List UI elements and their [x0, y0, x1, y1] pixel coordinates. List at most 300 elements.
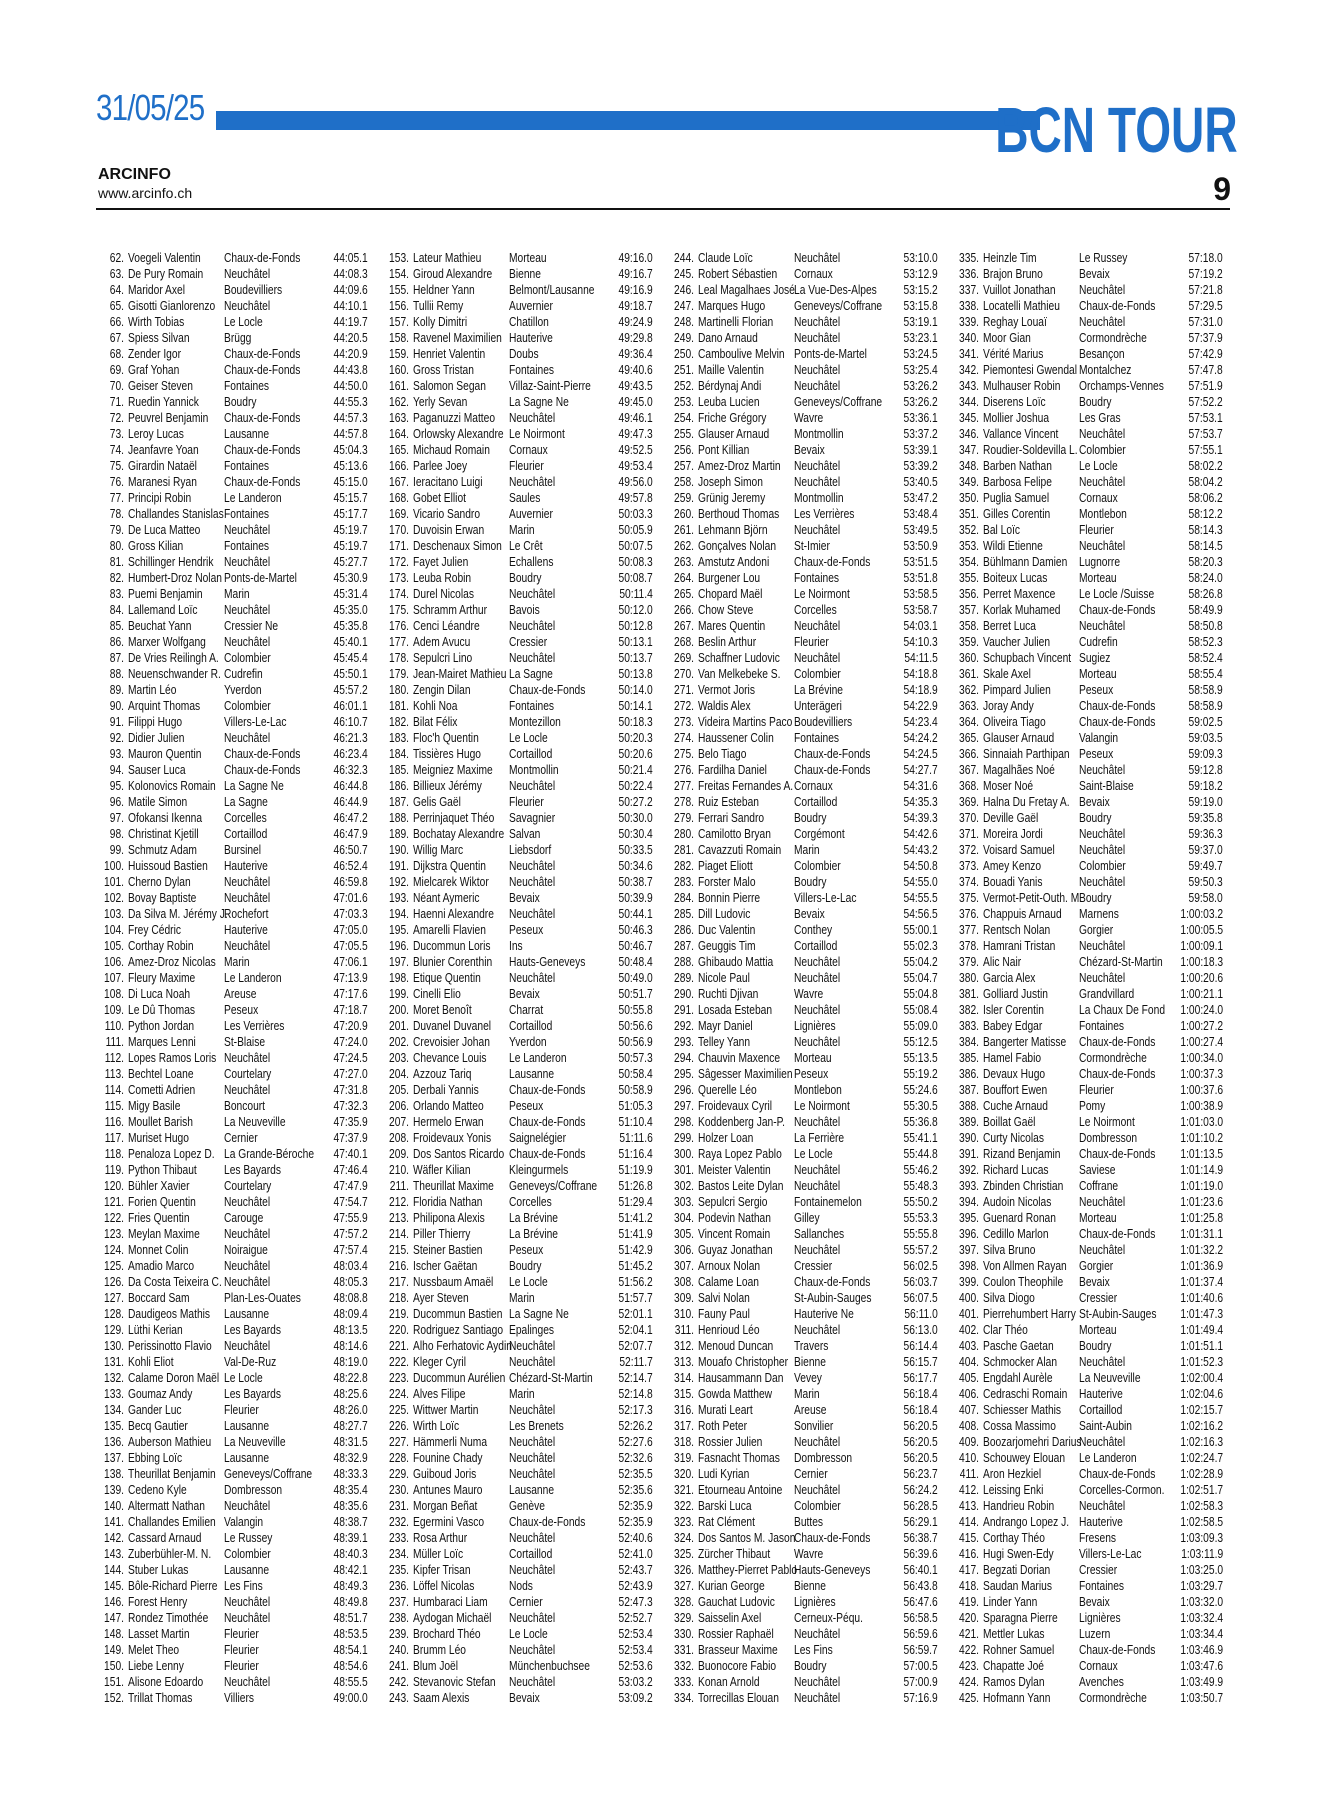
result-rank: 70. [109, 379, 124, 393]
runner-town: Cornaux [1079, 1659, 1118, 1673]
result-row [953, 1162, 1223, 1178]
result-time: 45:15.7 [333, 491, 368, 505]
result-time: 56:13.0 [903, 1323, 938, 1337]
runner-name: Henrioud Léo [698, 1323, 760, 1337]
result-rank: 338. [959, 299, 979, 313]
runner-town: Chaux-de-Fonds [509, 1147, 586, 1161]
runner-town: Buttes [794, 1515, 824, 1529]
runner-town: Fleurier [224, 1659, 259, 1673]
result-time: 55:36.8 [903, 1115, 938, 1129]
result-rank: 333. [674, 1675, 694, 1689]
runner-name: Salomon Segan [413, 379, 486, 393]
runner-town: Neuchâtel [509, 651, 556, 665]
result-time: 56:58.5 [903, 1611, 938, 1625]
result-row [98, 586, 368, 602]
result-rank: 406. [959, 1387, 979, 1401]
runner-town: Chaux-de-Fonds [1079, 299, 1156, 313]
result-time: 47:13.9 [333, 971, 368, 985]
runner-town: Travers [794, 1339, 829, 1353]
result-rank: 279. [674, 811, 694, 825]
result-row [98, 282, 368, 298]
runner-town: Boudry [509, 571, 542, 585]
result-row [98, 1034, 368, 1050]
result-row [383, 1658, 653, 1674]
result-rank: 222. [389, 1355, 409, 1369]
runner-name: Michaud Romain [413, 443, 490, 457]
result-row [98, 426, 368, 442]
result-row [953, 874, 1223, 890]
result-rank: 128. [104, 1307, 124, 1321]
result-rank: 414. [959, 1515, 979, 1529]
result-rank: 290. [674, 987, 694, 1001]
runner-town: Valangin [1079, 731, 1119, 745]
runner-name: Ischer Gaëtan [413, 1259, 478, 1273]
result-row [668, 1610, 938, 1626]
runner-town: Neuchâtel [794, 475, 841, 489]
result-row [98, 794, 368, 810]
result-row [668, 1242, 938, 1258]
runner-name: Bôle-Richard Pierre [128, 1579, 218, 1593]
result-time: 1:03:49.9 [1180, 1675, 1223, 1689]
result-row [953, 1610, 1223, 1626]
result-row [953, 762, 1223, 778]
runner-town: Geneveys/Coffrane [224, 1467, 313, 1481]
result-rank: 417. [959, 1563, 979, 1577]
result-row [383, 874, 653, 890]
result-time: 53:47.2 [903, 491, 938, 505]
result-rank: 190. [389, 843, 409, 857]
result-rank: 207. [389, 1115, 409, 1129]
result-time: 1:01:19.0 [1180, 1179, 1223, 1193]
result-row [953, 1530, 1223, 1546]
result-row [953, 282, 1223, 298]
runner-name: Sepulcri Lino [413, 651, 473, 665]
result-rank: 108. [104, 987, 124, 1001]
runner-town: Charrat [509, 1003, 544, 1017]
result-row [953, 906, 1223, 922]
result-row [98, 1322, 368, 1338]
result-rank: 208. [389, 1131, 409, 1145]
result-row [668, 250, 938, 266]
runner-name: Buonocore Fabio [698, 1659, 777, 1673]
runner-name: Lateur Mathieu [413, 251, 482, 265]
runner-town: Bevaix [794, 443, 825, 457]
result-time: 54:03.1 [903, 619, 938, 633]
result-rank: 289. [674, 971, 694, 985]
result-time: 47:32.3 [333, 1099, 368, 1113]
runner-name: Fleury Maxime [128, 971, 196, 985]
runner-town: Chézard-St-Martin [509, 1371, 593, 1385]
runner-name: Pont Killian [698, 443, 750, 457]
runner-town: Chaux-de-Fonds [1079, 715, 1156, 729]
runner-town: Le Noirmont [509, 427, 565, 441]
result-rank: 364. [959, 715, 979, 729]
result-row [953, 410, 1223, 426]
runner-name: Bastos Leite Dylan [698, 1179, 784, 1193]
result-row [953, 458, 1223, 474]
runner-town: Genève [509, 1499, 545, 1513]
runner-town: Unterägeri [794, 699, 842, 713]
runner-town: Boudry [794, 1659, 827, 1673]
result-row [98, 1258, 368, 1274]
publication-name: ARCINFO [98, 166, 171, 183]
result-row [383, 1530, 653, 1546]
result-time: 50:20.3 [618, 731, 653, 745]
runner-town: Neuchâtel [224, 635, 271, 649]
result-rank: 410. [959, 1451, 979, 1465]
result-time: 54:35.3 [903, 795, 938, 809]
runner-town: Fontaines [224, 379, 270, 393]
runner-town: Neuchâtel [794, 315, 841, 329]
result-time: 52:53.4 [618, 1627, 653, 1641]
result-time: 50:13.7 [618, 651, 653, 665]
result-rank: 197. [389, 955, 409, 969]
result-row [383, 1162, 653, 1178]
runner-name: Berret Luca [983, 619, 1036, 633]
result-rank: 185. [389, 763, 409, 777]
runner-town: Neuchâtel [1079, 1435, 1126, 1449]
result-rank: 147. [104, 1611, 124, 1625]
runner-name: Rohner Samuel [983, 1643, 1055, 1657]
runner-town: Le Locle [224, 315, 263, 329]
result-rank: 87. [109, 651, 124, 665]
result-time: 57:18.0 [1188, 251, 1223, 265]
result-rank: 311. [674, 1323, 694, 1337]
result-row [383, 1690, 653, 1706]
runner-town: Le Noirmont [794, 587, 850, 601]
result-row [98, 1498, 368, 1514]
runner-town: Montlebon [1079, 507, 1127, 521]
result-row [953, 954, 1223, 970]
result-row [98, 522, 368, 538]
runner-name: Amarelli Flavien [413, 923, 486, 937]
runner-town: Neuchâtel [224, 1611, 271, 1625]
result-row [383, 1114, 653, 1130]
result-row [953, 714, 1223, 730]
result-row [953, 1114, 1223, 1130]
result-row [383, 634, 653, 650]
result-row [668, 666, 938, 682]
runner-name: Wäfler Kilian [413, 1163, 471, 1177]
runner-town: Hauterive [224, 859, 268, 873]
result-rank: 173. [389, 571, 409, 585]
runner-name: Egermini Vasco [413, 1515, 485, 1529]
result-time: 1:00:03.2 [1180, 907, 1223, 921]
result-rank: 244. [674, 251, 694, 265]
result-time: 53:58.5 [903, 587, 938, 601]
runner-town: Saviese [1079, 1163, 1116, 1177]
runner-town: Hauterive Ne [794, 1307, 854, 1321]
result-row [668, 410, 938, 426]
runner-name: Penaloza Lopez D. [128, 1147, 215, 1161]
result-rank: 210. [389, 1163, 409, 1177]
result-row [98, 970, 368, 986]
result-rank: 343. [959, 379, 979, 393]
result-row [383, 1546, 653, 1562]
runner-name: Principi Robin [128, 491, 192, 505]
result-rank: 405. [959, 1371, 979, 1385]
runner-name: Torrecillas Elouan [698, 1691, 779, 1705]
result-time: 45:50.1 [333, 667, 368, 681]
runner-name: Altermatt Nathan [128, 1499, 205, 1513]
result-rank: 314. [674, 1371, 694, 1385]
runner-town: Lausanne [224, 1563, 270, 1577]
runner-name: Magalhães Noé [983, 763, 1055, 777]
runner-town: Neuchâtel [1079, 315, 1126, 329]
runner-name: Menoud Duncan [698, 1339, 774, 1353]
runner-town: Cressier [794, 1259, 833, 1273]
runner-town: Echallens [509, 555, 554, 569]
result-rank: 63. [109, 267, 124, 281]
result-row [383, 394, 653, 410]
result-row [383, 778, 653, 794]
result-time: 54:42.6 [903, 827, 938, 841]
result-rank: 165. [389, 443, 409, 457]
result-time: 50:38.7 [618, 875, 653, 889]
result-time: 58:02.2 [1188, 459, 1223, 473]
result-time: 56:23.7 [903, 1467, 938, 1481]
runner-name: Voegeli Valentin [128, 251, 201, 265]
result-time: 54:24.5 [903, 747, 938, 761]
result-rank: 357. [959, 603, 979, 617]
result-rank: 299. [674, 1131, 694, 1145]
result-rank: 267. [674, 619, 694, 633]
result-row [383, 314, 653, 330]
runner-name: De Pury Romain [128, 267, 204, 281]
result-rank: 278. [674, 795, 694, 809]
runner-name: Rentsch Nolan [983, 923, 1051, 937]
runner-town: Chaux-de-Fonds [794, 555, 871, 569]
result-row [953, 1562, 1223, 1578]
result-time: 48:38.7 [333, 1515, 368, 1529]
result-row [668, 330, 938, 346]
result-time: 53:09.2 [618, 1691, 653, 1705]
result-rank: 161. [389, 379, 409, 393]
result-rank: 172. [389, 555, 409, 569]
result-rank: 306. [674, 1243, 694, 1257]
runner-town: Chaux-de-Fonds [794, 763, 871, 777]
result-time: 47:55.9 [333, 1211, 368, 1225]
result-row [98, 362, 368, 378]
runner-name: Meylan Maxime [128, 1227, 200, 1241]
runner-town: Marnens [1079, 907, 1119, 921]
result-rank: 313. [674, 1355, 694, 1369]
runner-town: Chaux-de-Fonds [509, 1083, 586, 1097]
runner-name: Roth Peter [698, 1419, 748, 1433]
result-row [383, 666, 653, 682]
runner-name: Cedillo Marlon [983, 1227, 1049, 1241]
result-time: 50:14.0 [618, 683, 653, 697]
result-row [668, 1466, 938, 1482]
result-time: 55:55.8 [903, 1227, 938, 1241]
result-rank: 179. [389, 667, 409, 681]
runner-town: Neuchâtel [509, 1467, 556, 1481]
runner-name: Girardin Nataël [128, 459, 197, 473]
runner-town: Le Locle [224, 1371, 263, 1385]
result-time: 1:01:10.2 [1180, 1131, 1223, 1145]
result-time: 50:33.5 [618, 843, 653, 857]
result-rank: 341. [959, 347, 979, 361]
runner-name: Di Luca Noah [128, 987, 191, 1001]
result-row [668, 522, 938, 538]
result-time: 52:52.7 [618, 1611, 653, 1625]
result-time: 55:57.2 [903, 1243, 938, 1257]
result-rank: 355. [959, 571, 979, 585]
runner-town: Le Landeron [224, 971, 282, 985]
result-time: 57:53.1 [1188, 411, 1223, 425]
runner-name: Vincent Romain [698, 1227, 771, 1241]
runner-town: Neuchâtel [794, 971, 841, 985]
result-time: 52:35.9 [618, 1499, 653, 1513]
runner-town: St-Blaise [224, 1035, 266, 1049]
result-row [98, 810, 368, 826]
result-rank: 293. [674, 1035, 694, 1049]
result-rank: 388. [959, 1099, 979, 1113]
runner-name: Chauvin Maxence [698, 1051, 781, 1065]
runner-name: Jeanfavre Yoan [128, 443, 199, 457]
result-row [98, 570, 368, 586]
result-rank: 258. [674, 475, 694, 489]
result-rank: 288. [674, 955, 694, 969]
runner-town: Neuchâtel [224, 1195, 271, 1209]
runner-name: Dano Arnaud [698, 331, 758, 345]
result-row [98, 1594, 368, 1610]
result-row [953, 986, 1223, 1002]
result-time: 52:53.4 [618, 1643, 653, 1657]
result-time: 57:53.7 [1188, 427, 1223, 441]
runner-name: Leal Magalhaes José [698, 283, 795, 297]
result-rank: 219. [389, 1307, 409, 1321]
result-rank: 83. [109, 587, 124, 601]
runner-town: Chaux-de-Fonds [794, 747, 871, 761]
result-time: 56:29.1 [903, 1515, 938, 1529]
runner-name: Cedraschi Romain [983, 1387, 1068, 1401]
runner-name: Christinat Kjetill [128, 827, 199, 841]
result-rank: 292. [674, 1019, 694, 1033]
result-row [953, 1018, 1223, 1034]
result-time: 48:27.7 [333, 1419, 368, 1433]
result-rank: 308. [674, 1275, 694, 1289]
runner-name: Huissoud Bastien [128, 859, 208, 873]
runner-name: Schmocker Alan [983, 1355, 1058, 1369]
result-row [668, 1258, 938, 1274]
runner-town: St-Aubin-Sauges [794, 1291, 872, 1305]
result-row [98, 906, 368, 922]
result-time: 50:55.8 [618, 1003, 653, 1017]
result-row [98, 1306, 368, 1322]
result-rank: 374. [959, 875, 979, 889]
runner-town: Münchenbuchsee [509, 1659, 590, 1673]
runner-town: Boudry [1079, 1339, 1112, 1353]
runner-name: Neuenschwander R. [128, 667, 221, 681]
result-row [668, 1098, 938, 1114]
result-rank: 413. [959, 1499, 979, 1513]
runner-name: Konan Arnold [698, 1675, 760, 1689]
result-rank: 151. [104, 1675, 124, 1689]
runner-name: Perissinotto Flavio [128, 1339, 212, 1353]
result-rank: 79. [109, 523, 124, 537]
runner-town: Neuchâtel [794, 1243, 841, 1257]
runner-name: Schramm Arthur [413, 603, 488, 617]
result-time: 50:08.7 [618, 571, 653, 585]
result-rank: 401. [959, 1307, 979, 1321]
result-rank: 296. [674, 1083, 694, 1097]
result-rank: 307. [674, 1259, 694, 1273]
result-time: 49:16.0 [618, 251, 653, 265]
result-rank: 93. [109, 747, 124, 761]
result-rank: 297. [674, 1099, 694, 1113]
result-time: 46:10.7 [333, 715, 368, 729]
result-time: 53:37.2 [903, 427, 938, 441]
runner-name: Graf Yohan [128, 363, 180, 377]
runner-name: De Vries Reilingh A. [128, 651, 219, 665]
result-row [668, 1578, 938, 1594]
runner-town: Cernier [794, 1467, 828, 1481]
result-rank: 239. [389, 1627, 409, 1641]
result-row [383, 1242, 653, 1258]
result-time: 50:49.0 [618, 971, 653, 985]
runner-town: Neuchâtel [509, 1339, 556, 1353]
runner-town: Ins [509, 939, 523, 953]
result-row [668, 1050, 938, 1066]
result-time: 53:15.2 [903, 283, 938, 297]
runner-town: Lausanne [224, 1451, 270, 1465]
result-row [668, 922, 938, 938]
result-row [668, 650, 938, 666]
result-row [98, 1098, 368, 1114]
result-row [953, 650, 1223, 666]
result-row [953, 1402, 1223, 1418]
runner-town: Fleurier [509, 459, 544, 473]
runner-town: Lausanne [509, 1067, 555, 1081]
result-rank: 389. [959, 1115, 979, 1129]
runner-name: Saisselin Axel [698, 1611, 762, 1625]
result-row [668, 954, 938, 970]
result-row [98, 474, 368, 490]
result-row [98, 1482, 368, 1498]
result-row [953, 490, 1223, 506]
result-row [383, 650, 653, 666]
result-rank: 135. [104, 1419, 124, 1433]
result-row [953, 826, 1223, 842]
result-time: 54:50.8 [903, 859, 938, 873]
runner-name: Amstutz Andoni [698, 555, 770, 569]
result-row [383, 1578, 653, 1594]
runner-town: Fleurier [224, 1627, 259, 1641]
result-rank: 394. [959, 1195, 979, 1209]
result-time: 58:14.3 [1188, 523, 1223, 537]
runner-town: Neuchâtel [794, 363, 841, 377]
result-row [953, 1098, 1223, 1114]
result-time: 47:17.6 [333, 987, 368, 1001]
result-time: 1:02:16.3 [1180, 1435, 1223, 1449]
runner-town: Boudry [1079, 891, 1112, 905]
result-rank: 303. [674, 1195, 694, 1209]
runner-name: Korlak Muhamed [983, 603, 1061, 617]
result-rank: 131. [104, 1355, 124, 1369]
runner-town: Wavre [794, 1547, 824, 1561]
runner-name: Boillat Gaël [983, 1115, 1036, 1129]
result-rank: 381. [959, 987, 979, 1001]
result-time: 1:02:04.6 [1180, 1387, 1223, 1401]
result-time: 48:35.4 [333, 1483, 368, 1497]
result-time: 57:51.9 [1188, 379, 1223, 393]
result-rank: 370. [959, 811, 979, 825]
runner-town: St-Aubin-Sauges [1079, 1307, 1157, 1321]
runner-town: Cressier [1079, 1291, 1118, 1305]
publication-url[interactable]: www.arcinfo.ch [98, 185, 193, 201]
result-row [953, 1034, 1223, 1050]
